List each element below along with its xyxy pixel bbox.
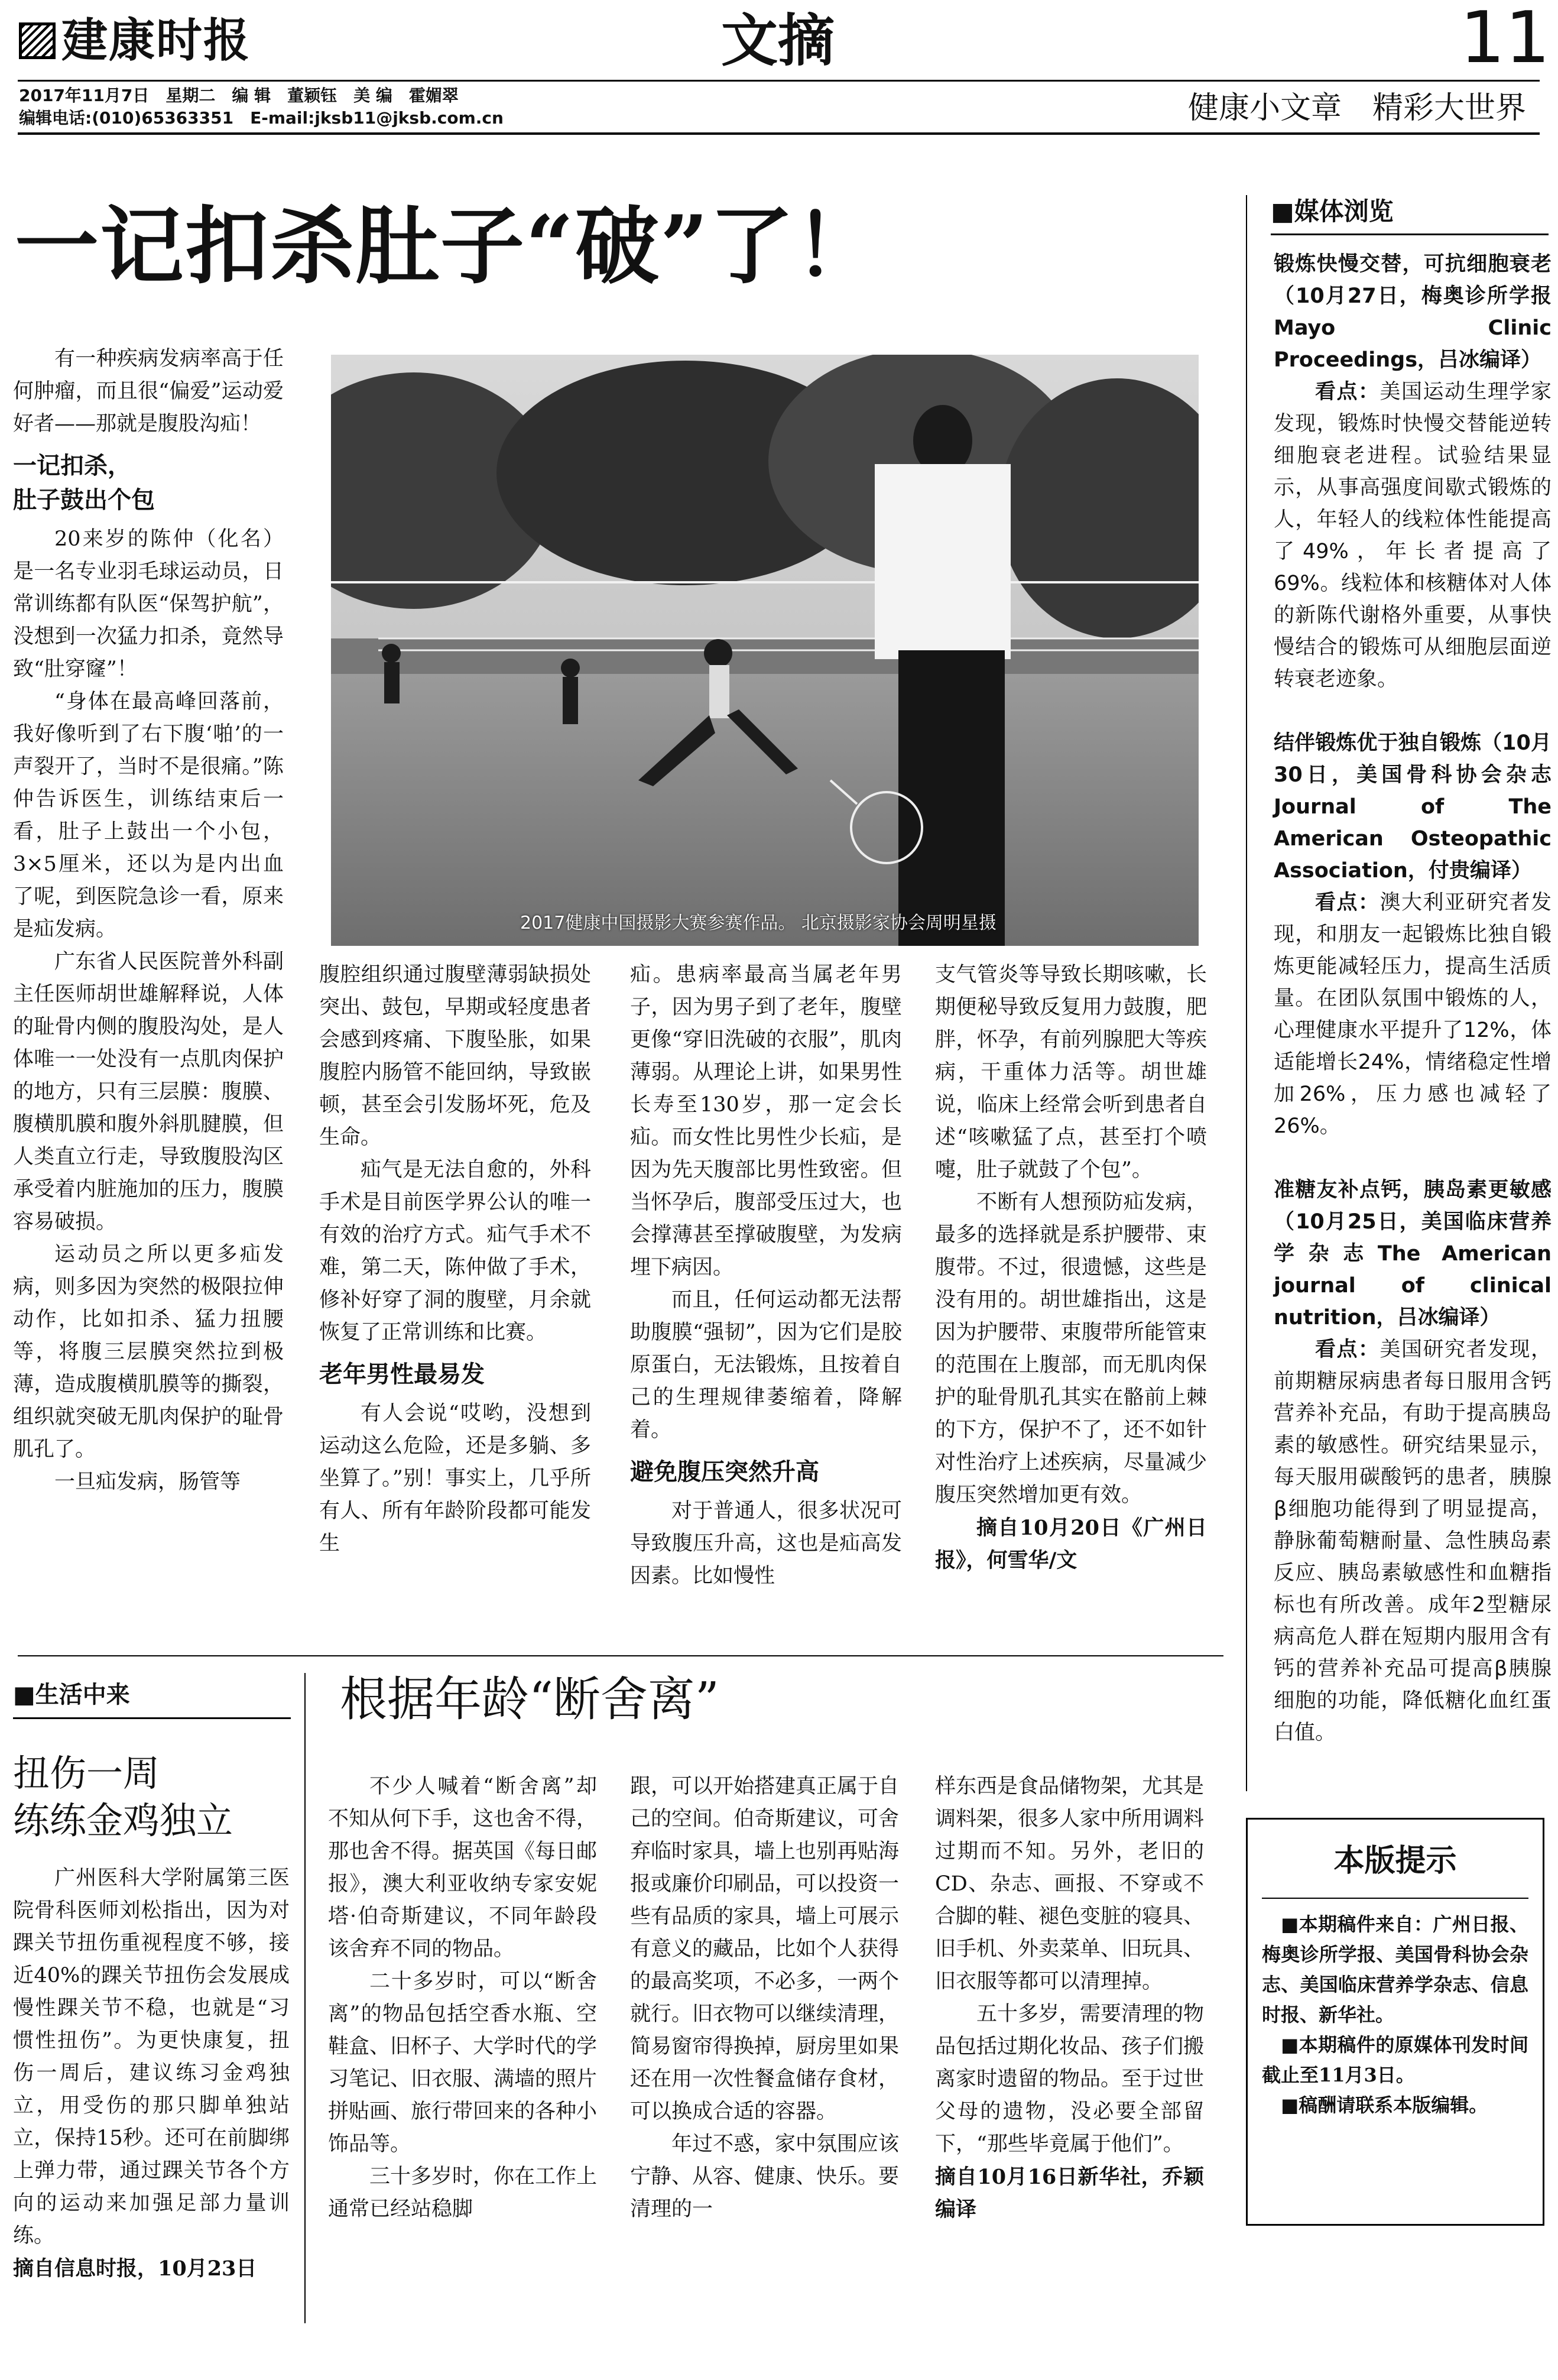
badminton-photo xyxy=(331,355,1199,946)
lead-paragraph: 广东省人民医院普外科副主任医师胡世雄解释说，人体的耻骨内侧的腹股沟处，是人体唯一一处没有一点肌肉保护的地方，只有三层膜：腹膜、腹横肌膜和腹外斜肌腱膜，但人类直立行走，导致腹股沟区承受着内脏施加的压力，腹膜容易破损。 xyxy=(13,950,284,1234)
media-item xyxy=(1274,727,1551,1142)
declutter-paragraph: 样东西是食品储物架，尤其是调料架，很多人家中所用调料过期而不知。另外，老旧的CD、杂志、画报、不穿或不合脚的鞋、褪色变脏的寝具、旧手机、外卖菜单、旧玩具、旧衣服等都可以清理掉。 xyxy=(935,1775,1205,1993)
declutter-paragraph: 跟，可以开始搭建真正属于自己的空间。伯奇斯建议，可舍弃临时家具，墙上也别再贴海报或廉价印刷品，可以投资一些有品质的家具，墙上可展示有意义的藏品，比如个人获得的最高奖项，不必多，一两个就行。旧衣物可以继续清理，简易窗帘得换掉，厨房里如果还在用一次性餐盒储存食材，可以换成合适的容器。 xyxy=(630,1775,900,2123)
life-body xyxy=(13,1862,290,2285)
life-headline-line-1: 扭伤一周 xyxy=(13,1752,160,1795)
hints-paragraph: ■本期稿件的原媒体刊发时间截止至11月3日。 xyxy=(1262,2034,1528,2086)
lead-column-2 xyxy=(319,959,591,1560)
media-item-body: 美国运动生理学家发现，锻炼时快慢交替能逆转细胞衰老进程。试验结果显示，从事高强度间歇式锻炼的人，年轻人的线粒体性能提高了49%，年长者提高了69%。线粒体和核糖体对人体的新陈代谢格外重要，从事快慢结合的锻炼可从细胞层面逆转衰老迹象。 xyxy=(1274,380,1551,691)
media-item-headline: 结伴锻炼优于独自锻炼（10月30日，美国骨科协会杂志Journal of The American Osteopathic Association，付贵编译） xyxy=(1274,731,1551,883)
life-column-rule xyxy=(304,1673,306,2323)
declutter-column-2 xyxy=(630,1771,899,2226)
section-divider xyxy=(18,1655,1223,1656)
media-item-label: 看点： xyxy=(1315,891,1380,915)
lead-paragraph: 20来岁的陈仲（化名）是一名专业羽毛球运动员，日常训练都有队医“保驾护航”，没想到一次猛力扣杀，竟然导致“肚穿窿”！ xyxy=(13,527,284,681)
life-label-rule xyxy=(13,1717,291,1719)
hints-paragraph: ■稿酬请联系本版编辑。 xyxy=(1281,2094,1488,2116)
masthead-rule xyxy=(18,80,1540,82)
lead-paragraph: 支气管炎等导致长期咳嗽，长期便秘导致反复用力鼓腹，肥胖，怀孕，有前列腺肥大等疾病，干重体力活等。胡世雄说，临床上经常会听到患者自述“咳嗽猛了点，甚至打个喷嚏，肚子就鼓了个包”。 xyxy=(935,963,1207,1182)
declutter-column-1 xyxy=(328,1771,597,2226)
masthead-bottom-rule xyxy=(18,132,1540,135)
lead-subhead-2: 老年男性最易发 xyxy=(319,1361,485,1388)
lead-headline: 一记扣杀肚子“破”了！ xyxy=(15,197,880,296)
hints-box xyxy=(1246,1818,1544,2226)
lead-column-3 xyxy=(630,959,902,1593)
media-list xyxy=(1274,248,1551,1749)
life-headline-line-2: 练练金鸡独立 xyxy=(13,1799,233,1842)
lead-paragraph: 疝。患病率最高当属老年男子，因为男子到了老年，腹壁更像“穿旧洗破的衣服”，肌肉薄弱。从理论上讲，如果男性长寿至130岁，那一定会长疝。而女性比男性少长疝，是因为先天腹部比男性致密。但当怀孕后，腹部受压过大，也会撑薄甚至撑破腹壁，为发病埋下病因。 xyxy=(630,963,902,1279)
media-label-rule xyxy=(1271,234,1549,235)
lead-paragraph: 有人会说“哎哟，没想到运动这么危险，还是多躺、多坐算了。”别！事实上，几乎所有人、所有年龄阶段都可能发生 xyxy=(319,1402,591,1555)
lead-paragraph: 腹腔组织通过腹壁薄弱缺损处突出、鼓包，早期或轻度患者会感到疼痛、下腹坠胀，如果腹腔内肠管不能回纳，导致嵌顿，甚至会引发肠坏死，危及生命。 xyxy=(319,963,591,1149)
page-number: 11 xyxy=(1460,0,1550,79)
newspaper-logo: 建康时报 xyxy=(61,14,251,67)
media-section-label: ■媒体浏览 xyxy=(1271,197,1394,226)
hints-paragraph: ■本期稿件来自：广州日报、梅奥诊所学报、美国骨科协会杂志、美国临床营养学杂志、信息时报、新华社。 xyxy=(1262,1913,1528,2026)
declutter-paragraph: 不少人喊着“断舍离”却不知从何下手，这也舍不得，那也舍不得。据英国《每日邮报》，澳大利亚收纳专家安妮塔·伯奇斯建议，不同年龄段该舍弃不同的物品。 xyxy=(328,1775,598,1961)
declutter-paragraph: 二十多岁时，可以“断舍离”的物品包括空香水瓶、空鞋盒、旧杯子、大学时代的学习笔记、旧衣服、满墙的照片拼贴画、旅行带回来的各种小饰品等。 xyxy=(328,1970,598,2156)
declutter-paragraph: 三十多岁时，你在工作上通常已经站稳脚 xyxy=(328,2165,598,2221)
slogan: 健康小文章 精彩大世界 xyxy=(1188,90,1527,126)
media-item-headline: 锻炼快慢交替，可抗细胞衰老（10月27日，梅奥诊所学报Mayo Clinic Proceedings，吕冰编译） xyxy=(1274,252,1551,372)
hints-title: 本版提示 xyxy=(1333,1843,1457,1879)
media-item-label: 看点： xyxy=(1315,1338,1380,1361)
lead-paragraph: 一旦疝发病，肠管等 xyxy=(54,1470,241,1494)
life-paragraph: 广州医科大学附属第三医院骨科医师刘松指出，因为对踝关节扭伤重视程度不够，接近40%的踝关节扭伤会发展成慢性踝关节不稳，也就是“习惯性扭伤”。为更快康复，扭伤一周后，建议练习金鸡独立，用受伤的那只脚单独站立，保持15秒。还可在前脚绑上弹力带，通过踝关节各个方向的运动来加强足部力量训练。 xyxy=(13,1866,290,2248)
life-section-label: ■生活中来 xyxy=(13,1681,130,1708)
media-item-label: 看点： xyxy=(1315,380,1380,404)
declutter-paragraph: 年过不惑，家中氛围应该宁静、从容、健康、快乐。要清理的一 xyxy=(630,2132,900,2221)
lead-paragraph: 不断有人想预防疝发病，最多的选择就是系护腰带、束腹带。不过，很遗憾，这些是没有用的。胡世雄指出，这是因为护腰带、束腹带所能管束的范围在上腹部，而无肌肉保护的耻骨肌孔其实在骼前上棘的下方，保护不了，还不如针对性治疗上述疾病，尽量减少腹压突然增加更有效。 xyxy=(935,1191,1207,1507)
life-source: 摘自信息时报，10月23日 xyxy=(13,2256,257,2281)
lead-paragraph: 对于普通人，很多状况可导致腹压升高，这也是疝高发因素。比如慢性 xyxy=(630,1499,902,1588)
lead-subhead-1: 一记扣杀， 肚子鼓出个包 xyxy=(13,452,155,514)
lead-paragraph: 而且，任何运动都无法帮助腹膜“强韧”，因为它们是胶原蛋白，无法锻炼，且按着自己的生理规律萎缩着，降解着。 xyxy=(630,1288,902,1442)
declutter-source: 摘自10月16日新华社，乔颖编译 xyxy=(935,2165,1204,2222)
section-title: 文摘 xyxy=(721,7,835,74)
lead-paragraph: “身体在最高峰回落前，我好像听到了右下腹‘啪’的一声裂开了，当时不是很痛。”陈仲告诉医生，训练结束后一看，肚子上鼓出一个小包，3×5厘米，还以为是内出血了呢，到医院急诊一看，原来是疝发病。 xyxy=(13,690,284,941)
declutter-paragraph: 五十多岁，需要清理的物品包括过期化妆品、孩子们搬离家时遗留的物品。至于过世父母的遗物，没必要全部留下，“那些毕竟属于他们”。 xyxy=(935,2002,1205,2156)
logo-mark-icon xyxy=(19,22,56,59)
lead-subhead-3: 避免腹压突然升高 xyxy=(630,1458,819,1486)
media-item xyxy=(1274,1174,1551,1749)
badminton-photo-drawing xyxy=(331,355,1199,946)
masthead xyxy=(0,0,1558,133)
media-item-body: 美国研究者发现，前期糖尿病患者每日服用含钙营养补充品，有助于提高胰岛素的敏感性。研究结果显示，每天服用碳酸钙的患者，胰腺β细胞功能得到了明显提高，静脉葡萄糖耐量、急性胰岛素反应、胰岛素敏感性和血糖指标也有所改善。成年2型糖尿病高危人群在短期内服用含有钙的营养补充品可提高β胰腺细胞的功能，降低糖化血红蛋白值。 xyxy=(1274,1338,1551,1745)
sidebar-left-rule xyxy=(1246,195,1247,1791)
media-item xyxy=(1274,248,1551,695)
declutter-headline: 根据年龄“断舍离” xyxy=(340,1672,719,1727)
media-item-body: 澳大利亚研究者发现，和朋友一起锻炼比独自锻炼更能减轻压力，提高生活质量。在团队氛围中锻炼的人，心理健康水平提升了12%，体适能增长24%，情绪稳定性增加26%，压力感也减轻了26%。 xyxy=(1274,891,1551,1138)
lead-intro: 有一种疾病发病率高于任何肿瘤，而且很“偏爱”运动爱好者——那就是腹股沟疝！ xyxy=(13,347,284,436)
lead-column-1 xyxy=(13,343,284,1499)
lead-source: 摘自10月20日《广州日报》，何雪华/文 xyxy=(935,1516,1207,1572)
lead-paragraph: 疝气是无法自愈的，外科手术是目前医学界公认的唯一有效的治疗方式。疝气手术不难，第二天，陈仲做了手术，修补好穿了洞的腹壁，月余就恢复了正常训练和比赛。 xyxy=(319,1158,591,1344)
media-item-headline: 准糖友补点钙，胰岛素更敏感（10月25日，美国临床营养学杂志The American journal of clinical nutrition，吕冰编译） xyxy=(1274,1178,1551,1330)
photo-caption: 2017健康中国摄影大赛参赛作品。 北京摄影家协会周明星摄 xyxy=(520,913,997,933)
lead-column-4 xyxy=(935,959,1207,1577)
lead-paragraph: 运动员之所以更多疝发病，则多因为突然的极限拉伸动作，比如扣杀、猛力扭腰等，将腹三层膜突然拉到极薄，造成腹横肌膜等的撕裂，组织就突破无肌肉保护的耻骨肌孔了。 xyxy=(13,1243,284,1461)
declutter-column-3 xyxy=(935,1771,1204,2226)
date-line: 2017年11月7日 星期二 编 辑 董颖钰 美 编 霍媚翠 xyxy=(19,86,459,105)
contact-line: 编辑电话:(010)65363351 E-mail:jksb11@jksb.com.cn xyxy=(19,108,504,128)
